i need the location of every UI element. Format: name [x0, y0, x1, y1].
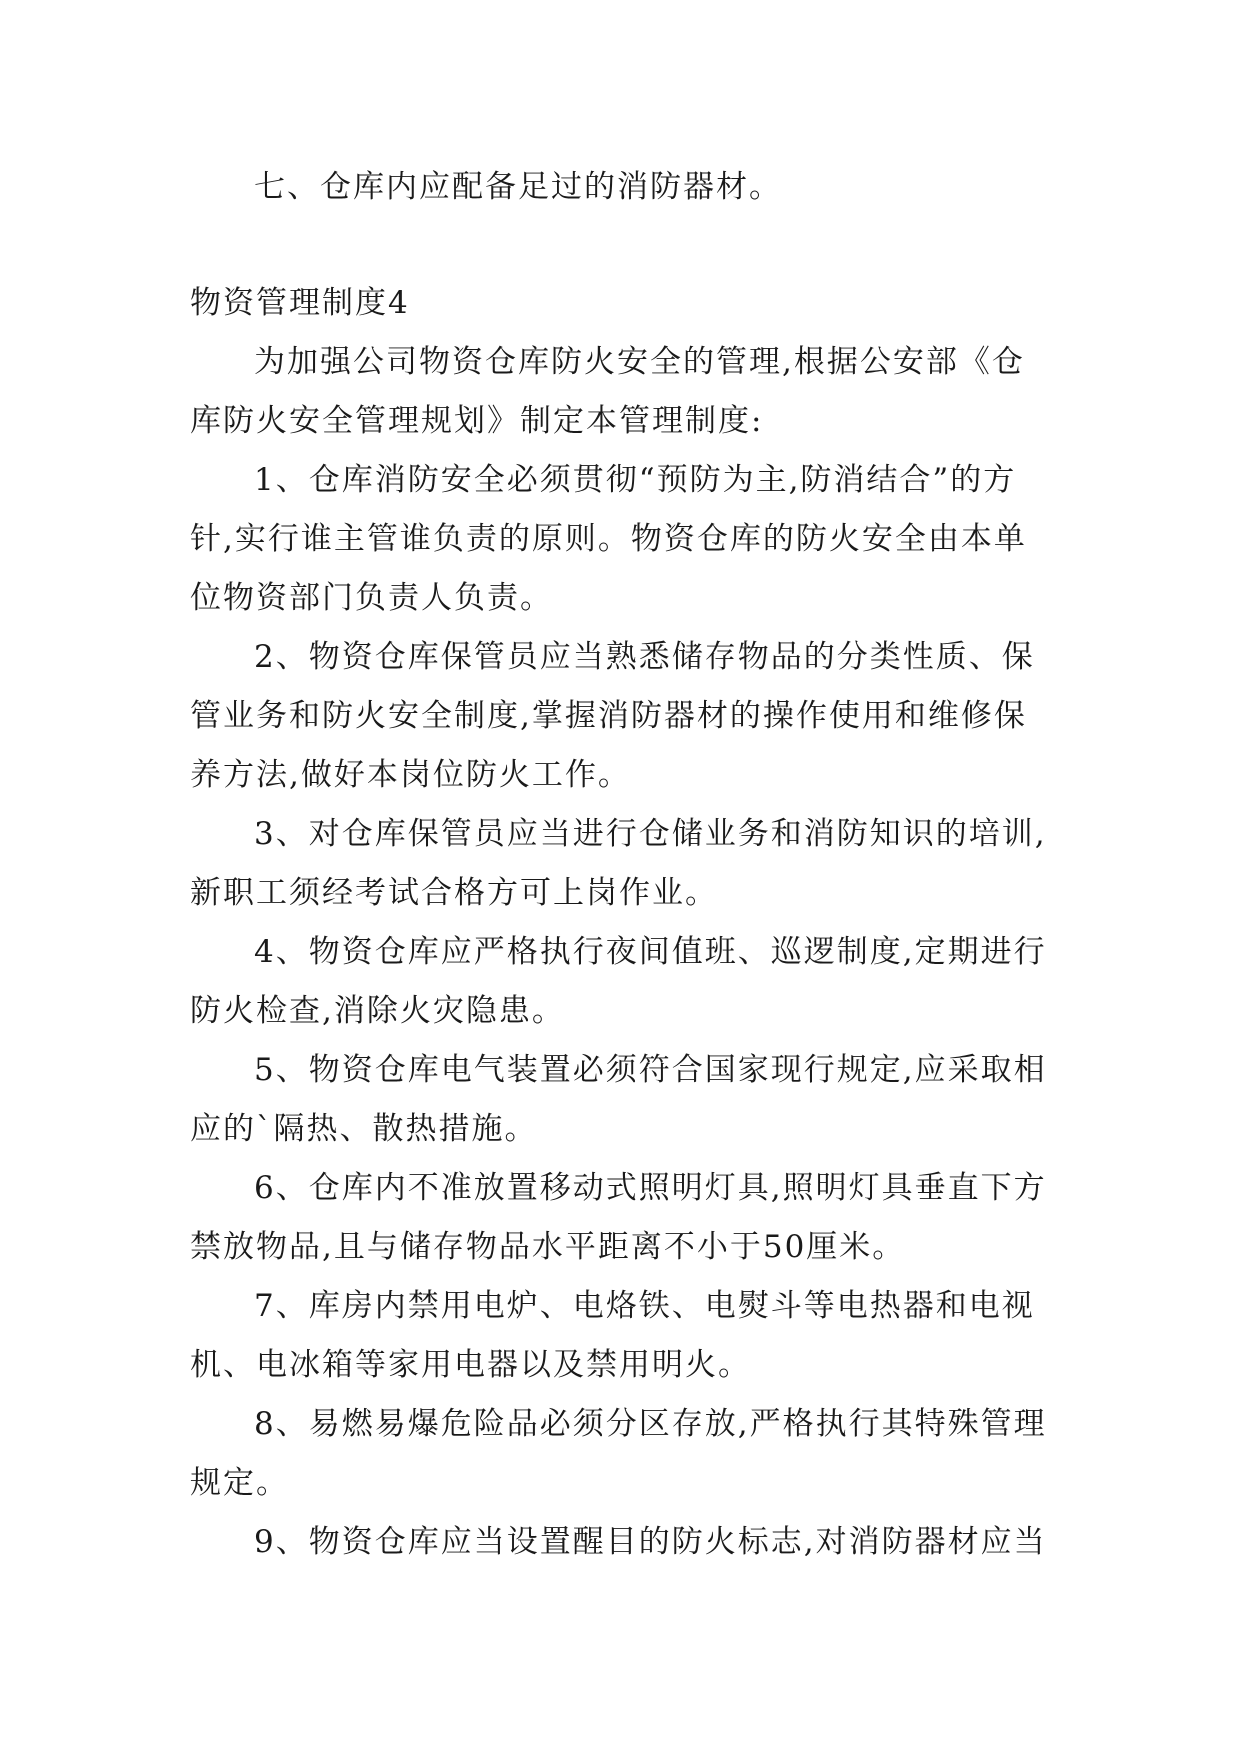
paragraph [190, 1513, 1050, 1572]
paragraph [190, 805, 1050, 923]
paragraph-line: 9、物资仓库应当设置醒目的防火标志,对消防器材应当 [254, 1524, 1047, 1560]
paragraph-line: 养方法,做好本岗位防火工作。 [190, 757, 631, 793]
paragraph-line: 7、库房内禁用电炉、电烙铁、电熨斗等电热器和电视 [254, 1288, 1035, 1324]
section-title: 物资管理制度4 [190, 285, 410, 321]
paragraph-line: 针,实行谁主管谁负责的原则。物资仓库的防火安全由本单 [190, 521, 1027, 557]
paragraph-line: 规定。 [190, 1465, 289, 1501]
paragraph-line: 禁放物品,且与储存物品水平距离不小于50厘米。 [190, 1229, 906, 1265]
paragraph [190, 1395, 1050, 1513]
paragraph-line: 机、电冰箱等家用电器以及禁用明火。 [190, 1347, 751, 1383]
intro-block [190, 158, 1050, 217]
paragraph-line: 位物资部门负责人负责。 [190, 580, 553, 616]
document-body [190, 274, 1050, 1572]
paragraph-line: 8、易燃易爆危险品必须分区存放,严格执行其特殊管理 [254, 1406, 1047, 1442]
paragraph-line: 5、物资仓库电气装置必须符合国家现行规定,应采取相 [254, 1052, 1047, 1088]
paragraph-line: 防火检查,消除火灾隐患。 [190, 993, 565, 1029]
paragraph [190, 1277, 1050, 1395]
paragraph-line: 1、仓库消防安全必须贯彻“预防为主,防消结合”的方 [254, 462, 1017, 498]
paragraph [190, 451, 1050, 628]
paragraph [190, 1041, 1050, 1159]
paragraph [190, 1159, 1050, 1277]
paragraph-line: 4、物资仓库应严格执行夜间值班、巡逻制度,定期进行 [254, 934, 1047, 970]
paragraph [190, 923, 1050, 1041]
paragraph-line: 6、仓库内不准放置移动式照明灯具,照明灯具垂直下方 [254, 1170, 1047, 1206]
paragraph-line: 新职工须经考试合格方可上岗作业。 [190, 875, 718, 911]
paragraph-line: 为加强公司物资仓库防火安全的管理,根据公安部《仓 [254, 344, 1025, 380]
paragraph-line: 管业务和防火安全制度,掌握消防器材的操作使用和维修保 [190, 698, 1027, 734]
paragraph-line: 库防火安全管理规划》制定本管理制度: [190, 403, 764, 439]
paragraph-line: 2、物资仓库保管员应当熟悉储存物品的分类性质、保 [254, 639, 1035, 675]
paragraph [190, 333, 1050, 451]
paragraph-line: 3、对仓库保管员应当进行仓储业务和消防知识的培训, [254, 816, 1047, 852]
paragraph [190, 628, 1050, 805]
paragraph-line: 应的`隔热、散热措施。 [190, 1111, 538, 1147]
intro-item: 七、仓库内应配备足过的消防器材。 [254, 169, 782, 205]
